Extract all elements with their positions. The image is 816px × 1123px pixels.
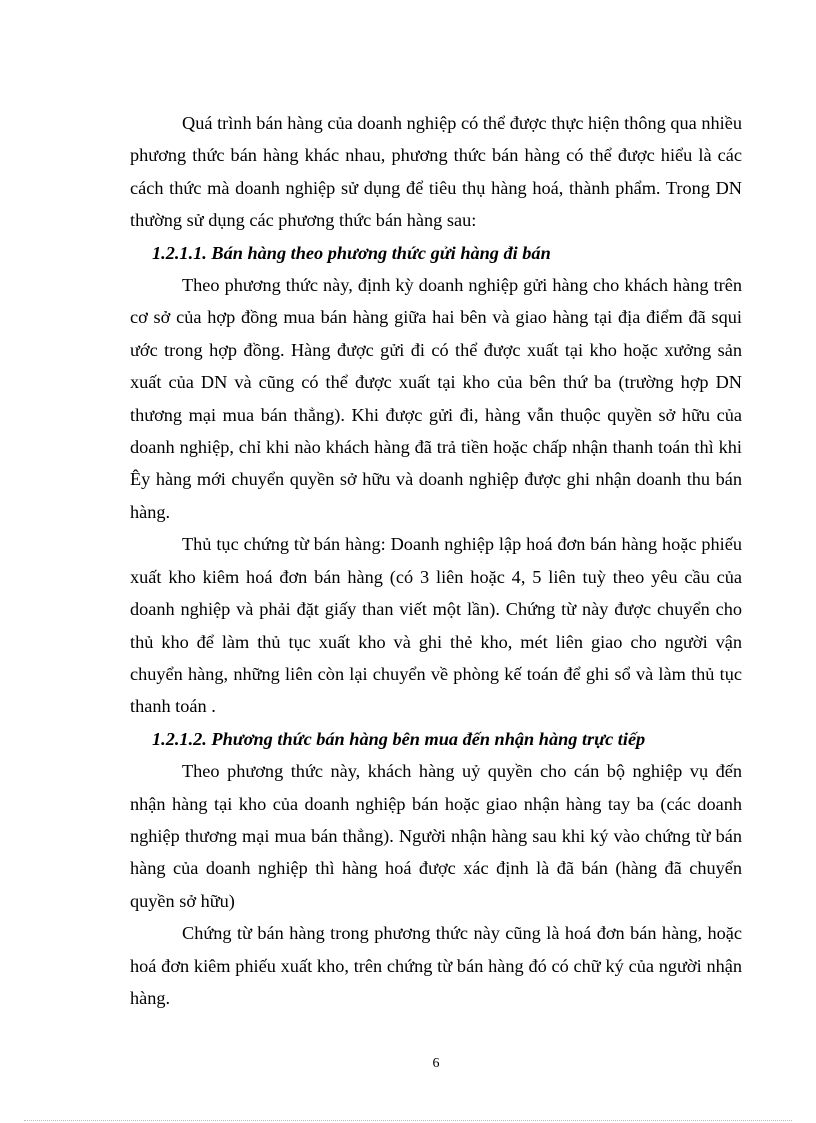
paragraph-direct-pickup-method: Theo phương thức này, khách hàng uỷ quyền cho cán bộ nghiệp vụ đến nhận hàng tại kho của doanh nghiệp bán hoặc giao nhận hàng tay ba (các doanh nghiệp thương mại mua bán thẳng). Người nhận hàng sau khi ký vào chứng từ bán hàng của doanh nghiệp thì hàng hoá được xác định là đã bán (hàng đã chuyển quyền sở hữu) xyxy=(130,761,742,911)
section-heading-1-2-1-1: 1.2.1.1. Bán hàng theo phương thức gửi hàng đi bán xyxy=(152,242,551,263)
page-bottom-divider xyxy=(24,1120,792,1121)
document-body xyxy=(130,107,742,1014)
paragraph-consignment-method: Theo phương thức này, định kỳ doanh nghiệp gửi hàng cho khách hàng trên cơ sở của hợp đồng mua bán hàng giữa hai bên và giao hàng tại địa điểm đã squi ước trong hợp đồng. Hàng được gửi đi có thể được xuất tại kho hoặc xưởng sản xuất của DN và cũng có thể được xuất tại kho của bên thứ ba (trường hợp DN thương mại mua bán thẳng). Khi được gửi đi, hàng vẫn thuộc quyền sở hữu của doanh nghiệp, chỉ khi nào khách hàng đã trả tiền hoặc chấp nhận thanh toán thì khi Êy hàng mới chuyển quyền sở hữu và doanh nghiệp được ghi nhận doanh thu bán hàng. xyxy=(130,275,742,522)
section-heading-1-2-1-2: 1.2.1.2. Phương thức bán hàng bên mua đến nhận hàng trực tiếp xyxy=(152,728,646,749)
paragraph-direct-pickup-documents: Chứng từ bán hàng trong phương thức này cũng là hoá đơn bán hàng, hoặc hoá đơn kiêm phiếu xuất kho, trên chứng từ bán hàng đó có chữ ký của người nhận hàng. xyxy=(130,923,742,1008)
page-number: 6 xyxy=(432,1056,440,1071)
paragraph-sales-documents: Thủ tục chứng từ bán hàng: Doanh nghiệp lập hoá đơn bán hàng hoặc phiếu xuất kho kiêm hoá đơn bán hàng (có 3 liên hoặc 4, 5 liên tuỳ theo yêu cầu của doanh nghiệp và phải đặt giấy than viết một lần). Chứng từ này được chuyển cho thủ kho để làm thủ tục xuất kho và ghi thẻ kho, mét liên giao cho người vận chuyển hàng, những liên còn lại chuyển về phòng kế toán để ghi sổ và làm thủ tục thanh toán . xyxy=(130,534,742,717)
paragraph-intro: Quá trình bán hàng của doanh nghiệp có thể được thực hiện thông qua nhiều phương thức bán hàng khác nhau, phương thức bán hàng có thể được hiểu là các cách thức mà doanh nghiệp sử dụng để tiêu thụ hàng hoá, thành phẩm. Trong DN thường sử dụng các phương thức bán hàng sau: xyxy=(130,113,742,231)
